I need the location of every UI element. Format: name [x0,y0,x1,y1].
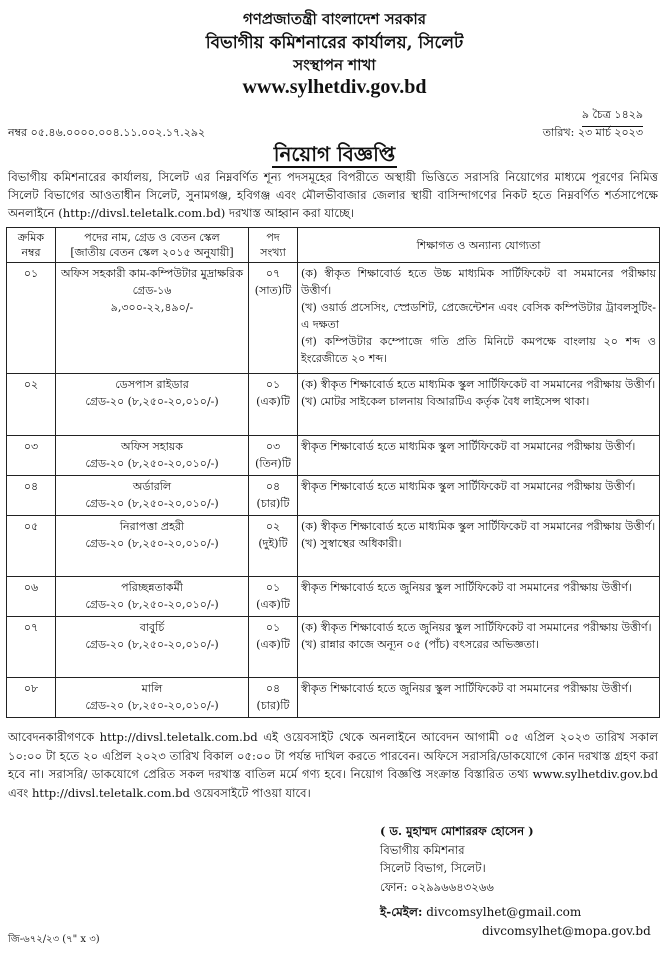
cell-qualification [298,678,660,718]
table-row [7,374,660,436]
post-grade: গ্রেড-২০ (৮,২৫০-২০,০১০/-) [85,638,219,651]
count-number: ০৪ [265,682,281,695]
count-word: (তিন)টি [255,457,291,470]
count-number: ০৭ [265,267,281,280]
post-name: অফিস সহকারী কাম-কম্পিউটার মুদ্রাক্ষরিক [60,267,244,280]
qualification-item: স্বীকৃত শিক্ষাবোর্ড হতে জুনিয়র স্কুল সার্টিফিকেট বা সমমানের পরীক্ষায় উত্তীর্ণ। [301,682,632,695]
qualification-item: (ক) স্বীকৃত শিক্ষাবোর্ড হতে মাধ্যমিক স্কুল সার্টিফিকেট বা সমমানের পরীক্ষায় উত্তীর্ণ। [301,520,656,533]
page-title-text: নিয়োগ বিজ্ঞপ্তি [273,142,396,166]
cell-serial: ০৪ [7,476,56,516]
count-number: ০১ [265,581,281,594]
table-row [7,577,660,617]
cell-serial: ০১ [7,263,56,374]
qualification-item: স্বীকৃত শিক্ষাবোর্ড হতে মাধ্যমিক স্কুল সার্টিফিকেট বা সমমানের পরীক্ষায় উত্তীর্ণ। [301,440,636,453]
qualification-item: (ক) স্বীকৃত শিক্ষাবোর্ড হতে জুনিয়র স্কুল সার্টিফিকেট বা সমমানের পরীক্ষায় উত্তীর্ণ। [301,621,652,634]
signatory-phone: ফোন: ০২৯৯৬৬৪৩২৬৬ [380,879,494,894]
cell-post [56,476,249,516]
post-name: মালি [141,682,163,695]
cell-count [249,617,298,678]
cell-serial: ০৫ [7,516,56,577]
cell-post [56,374,249,436]
count-number: ০৪ [265,480,281,493]
cell-post [56,263,249,374]
table-row [7,263,660,374]
cell-qualification [298,374,660,436]
email-gmail[interactable]: divcomsylhet@gmail.com [426,905,582,919]
table-row [7,516,660,577]
post-scale: ৯,৩০০-২২,৪৯০/- [110,301,194,314]
header-serial: ক্রমিক নম্বর [7,228,56,263]
post-name: নিরাপত্তা প্রহরী [119,520,185,533]
cell-qualification [298,263,660,374]
post-grade: গ্রেড-২০ (৮,২৫০-২০,০১০/-) [85,699,219,712]
cell-count [249,678,298,718]
vacancy-table [6,227,660,718]
count-number: ০১ [265,378,281,391]
post-grade: গ্রেড-২০ (৮,২৫০-২০,০১০/-) [85,537,219,550]
cell-qualification [298,617,660,678]
count-number: ০১ [265,621,281,634]
cell-count [249,516,298,577]
post-name: ডেসপাস রাইডার [115,378,189,391]
table-row [7,678,660,718]
cell-serial: ০৭ [7,617,56,678]
cell-post [56,617,249,678]
count-word: (এক)টি [256,598,290,611]
memo-number: নম্বর ০৫.৪৬.০০০০.০০৪.১১.০০২.১৭.২৯২ [8,126,206,139]
header-post-sub: [জাতীয় বেতন স্কেল ২০১৫ অনুযায়ী] [70,246,234,259]
post-name: বাবুর্চি [139,621,165,634]
bangla-date: ৯ চৈত্র ১৪২৯ [582,106,643,127]
cell-count [249,374,298,436]
post-name: পরিচ্ছন্নতাকর্মী [121,581,183,594]
cell-serial: ০৮ [7,678,56,718]
office-name: বিভাগীয় কমিশনারের কার্যালয়, সিলেট [205,33,464,53]
cell-count [249,476,298,516]
print-code: জি-৬৭২/২৩ (৭" x ৩) [8,934,100,945]
signatory-office: সিলেট বিভাগ, সিলেট। [380,861,486,875]
count-word: (এক)টি [256,638,290,651]
post-grade: গ্রেড-১৬ [132,284,172,297]
cell-qualification [298,476,660,516]
website-header: www.sylhetdiv.gov.bd [242,76,427,98]
qualification-item: (খ) ওয়ার্ড প্রসেসিং, স্প্রেডশিট, প্রেজেন্টেশন এবং বেসিক কম্পিউটার ট্রাবলসুটিং-এ দক্ষতা [301,301,656,331]
post-name: অর্ডারলি [132,480,172,493]
cell-post [56,436,249,476]
signature-block [380,822,650,896]
count-word: (চার)টি [256,699,290,712]
cell-qualification [298,436,660,476]
count-number: ০৩ [265,440,281,453]
header-post-label: পদের নাম, গ্রেড ও বেতন স্কেল [84,231,220,244]
post-name: অফিস সহায়ক [121,440,183,453]
intro-paragraph: বিভাগীয় কমিশনারের কার্যালয়, সিলেট এর নিম্নবর্ণিত শূন্য পদসমূহের বিপরীতে অস্থায়ী ভিত্তিতে সরাসরি নিয়োগের মাধ্যমে পূরণের নিমিত্ত সিলেট বিভাগের আওতাধীন সিলেট, সুনামগঞ্জ, হবিগঞ্জ এবং মৌলভীবাজার জেলার স্থায়ী বাসিন্দাগণের নিকট হতে নিম্নবর্ণিত শর্তসাপেক্ষে অনলাইনে (http://divsl.teletalk.com.bd) দরখাস্ত আহ্বান করা যাচ্ছে। [8,170,658,220]
post-grade: গ্রেড-২০ (৮,২৫০-২০,০১০/-) [85,457,219,470]
cell-post [56,577,249,617]
header-count: পদ সংখ্যা [249,228,298,263]
count-word: (দুই)টি [258,537,288,550]
post-grade: গ্রেড-২০ (৮,২৫০-২০,০১০/-) [85,395,219,408]
qualification-item: (খ) মোটর সাইকেল চালনায় বিআরটিএ কর্তৃক বৈধ লাইসেন্স থাকা। [301,395,590,408]
cell-count [249,577,298,617]
cell-count [249,436,298,476]
count-word: (এক)টি [256,395,290,408]
signatory-name: ( ড. মুহাম্মদ মোশাররফ হোসেন ) [380,824,534,838]
header-qualification: শিক্ষাগত ও অন্যান্য যোগ্যতা [298,228,660,263]
header-post [56,228,249,263]
qualification-item: (গ) কম্পিউটার কম্পোজে গতি প্রতি মিনিটে কমপক্ষে বাংলায় ২০ শব্দ ও ইংরেজীতে ২০ শব্দ। [301,335,656,365]
table-header-row [7,228,660,263]
count-word: (চার)টি [256,497,290,510]
cell-serial: ০৩ [7,436,56,476]
cell-post [56,678,249,718]
issue-date: তারিখ: ২৩ মার্চ ২০২৩ [542,126,643,139]
table-row [7,436,660,476]
cell-serial: ০২ [7,374,56,436]
email-line [380,904,581,924]
post-grade: গ্রেড-২০ (৮,২৫০-২০,০১০/-) [85,497,219,510]
cell-serial: ০৬ [7,577,56,617]
qualification-item: স্বীকৃত শিক্ষাবোর্ড হতে জুনিয়র স্কুল সার্টিফিকেট বা সমমানের পরীক্ষায় উত্তীর্ণ। [301,581,632,594]
cell-post [56,516,249,577]
count-number: ০২ [265,520,281,533]
table-row [7,476,660,516]
application-instructions: আবেদনকারীগণকে http://divsl.teletalk.com.bd এই ওয়েবসাইট থেকে অনলাইনে আবেদন আগামী ০৫ এপ্রিল ২০২৩ তারিখ সকাল ১০:০০ টা হতে ২০ এপ্রিল ২০২৩ তারিখ বিকাল ০৫:০০ টা পর্যন্ত দাখিল করতে পারবেন। অফিসে সরাসরি/ডাকযোগে কোন দরখাস্ত গ্রহণ করা হবে না। সরাসরি/ ডাকযোগে প্রেরিত সকল দরখাস্ত বাতিল মর্মে গণ্য হবে। নিয়োগ বিজ্ঞপ্তি সংক্রান্ত বিস্তারিত তথ্য www.sylhetdiv.gov.bd এবং http://divsl.teletalk.com.bd ওয়েবসাইটে পাওয়া যাবে। [8,730,658,800]
qualification-item: (ক) স্বীকৃত শিক্ষাবোর্ড হতে মাধ্যমিক স্কুল সার্টিফিকেট বা সমমানের পরীক্ষায় উত্তীর্ণ। [301,378,656,391]
qualification-item: (খ) সুস্বাস্থের অধিকারী। [301,537,402,550]
table-row [7,617,660,678]
qualification-item: স্বীকৃত শিক্ষাবোর্ড হতে মাধ্যমিক স্কুল সার্টিফিকেট বা সমমানের পরীক্ষায় উত্তীর্ণ। [301,480,636,493]
cell-count [249,263,298,374]
govt-name: গণপ্রজাতন্ত্রী বাংলাদেশ সরকার [243,10,426,28]
qualification-item: (খ) রান্নার কাজে অন্যূন ০৫ (পাঁচ) বৎসরের অভিজ্ঞতা। [301,638,540,651]
qualification-item: (ক) স্বীকৃত শিক্ষাবোর্ড হতে উচ্চ মাধ্যমিক সার্টিফিকেট বা সমমানের পরীক্ষায় উত্তীর্ণ। [301,267,656,297]
cell-qualification [298,516,660,577]
signatory-designation: বিভাগীয় কমিশনার [380,842,465,857]
post-grade: গ্রেড-২০ (৮,২৫০-২০,০১০/-) [85,598,219,611]
email-label: ই-মেইল: [380,905,423,919]
count-word: (সাত)টি [254,284,292,297]
branch-name: সংস্থাপন শাখা [293,56,376,74]
cell-qualification [298,577,660,617]
email-mopa[interactable]: divcomsylhet@mopa.gov.bd [482,924,651,938]
